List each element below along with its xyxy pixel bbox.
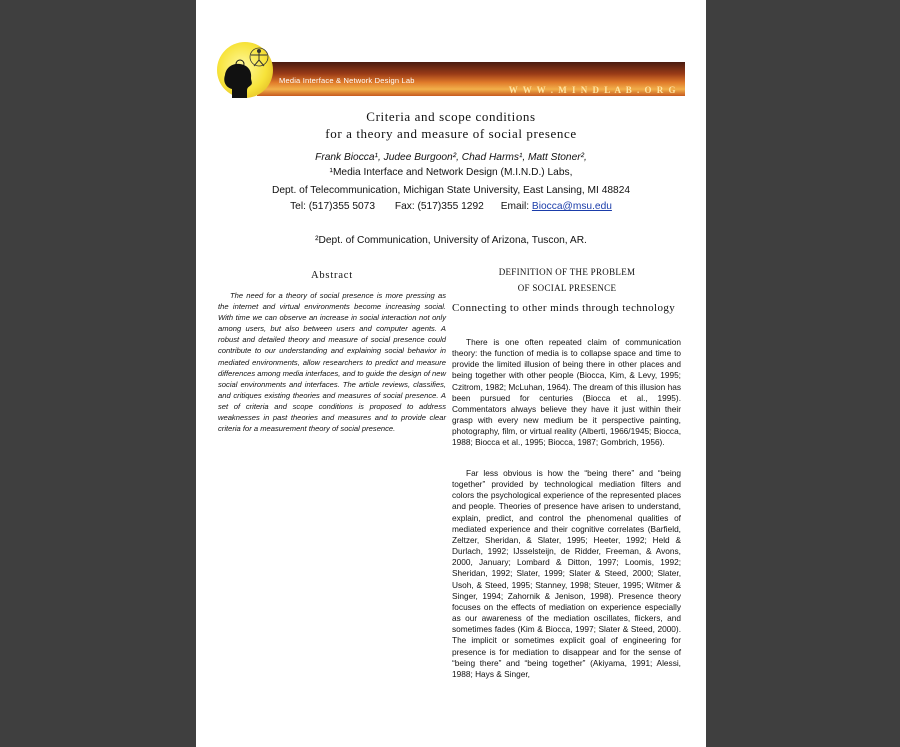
body-paragraph-2: Far less obvious is how the “being there” and “being together” provided by technological mediation filters and colors the psychological experience of the represented places and people. Theories of presence have arisen to understand, explain, predict, and control the phenomenal qualities of mediated experience and their cognitive correlates (Barfield, Zeltzer, Sheridan, & Slater, 1995; Heeter, 1992; Held & Durlach, 1992; IJsselsteijn, de Ridder, Freeman, & Avons, 2000, January; Lombard & Ditton, 1997; Loomis, 1992; Sheridan, 1992; Slater, 1999; Slater & Steed, 2000; Slater, Usoh, & Steed, 1995; Stanney, 1998; Steuer, 1995; Witmer & Singer, 1994; Zahornik & Jenison, 1998). Presence theory focuses on the effects of mediation on experience especially as our awareness of the mediation oscillates, flickers, and sometimes fades (Kim & Biocca, 1997; Slater & Steed, 2000). The implicit or sometimes explicit goal of engineering for presence is for mediation to disappear and for the sense of “being there” and “being together” (Akiyama, 1991; Alessi, 1988; Hays & Singer,: [452, 468, 681, 679]
contact-fax: Fax: (517)355 1292: [394, 201, 484, 212]
author-list: Frank Biocca¹, Judee Burgoon², Chad Harms¹, Matt Stoner²,: [315, 152, 587, 163]
paper-title-line-2: for a theory and measure of social presence: [325, 126, 577, 141]
contact-email-link[interactable]: Biocca@msu.edu: [531, 201, 612, 212]
section-subheading: Connecting to other minds through technology: [452, 302, 676, 314]
abstract-text: The need for a theory of social presence is more pressing as the internet and virtual environments become increasing social. With time we can observe an increase in social interaction not only among users, but also between users and computer agents. A robust and detailed theory and measure of social presence could contribute to our understanding and explaining social behavior in mediated environments, allow researchers to predict and measure differences among media interfaces, and to guide the design of new social environments and interfaces. The article reviews, classifies, and critiques existing theories and measures of social presence. A set of criteria and scope conditions is proposed to address weaknesses in past theories and measures and to provide clear criteria for a measurement theory of social presence.: [218, 291, 446, 434]
contact-email-label: Email:: [500, 201, 530, 212]
paper-title-line-1: Criteria and scope conditions: [366, 109, 536, 124]
lab-url[interactable]: W W W . M I N D L A B . O R G: [508, 85, 677, 95]
section-heading-line-2: OF SOCIAL PRESENCE: [517, 283, 617, 293]
contact-line: [196, 201, 706, 212]
contact-tel: Tel: (517)355 5073: [290, 201, 376, 212]
affiliation-1-department: Dept. of Telecommunication, Michigan State University, East Lansing, MI 48824: [271, 185, 631, 196]
body-paragraph-1: There is one often repeated claim of communication theory: the function of media is to collapse space and time to provide the limited illusion of being there in other places and being together with other people (Biocca, Kim, & Levy, 1995; Czitrom, 1982; McLuhan, 1964). The dream of this illusion has been pursued for centuries (Biocca et al., 1995). Commentators always believe they have it just within their grasp with every new medium be it perspective painting, photography, film, or virtual reality (Alberti, 1966/1945; Biocca, 1988; Biocca et al., 1995; Biocca, 1987; Gombrich, 1956).: [452, 337, 681, 448]
affiliation-2: ²Dept. of Communication, University of Arizona, Tuscon, AR.: [315, 235, 587, 246]
vitruvian-figure-icon: [249, 46, 269, 68]
affiliation-1: ¹Media Interface and Network Design (M.I.N.D.) Labs,: [329, 167, 573, 178]
section-heading-line-1: DEFINITION OF THE PROBLEM: [498, 267, 636, 277]
lab-banner: [217, 42, 685, 98]
lab-name: Media Interface & Network Design Lab: [279, 76, 415, 85]
abstract-heading: Abstract: [311, 270, 353, 281]
paper-page: [196, 0, 706, 747]
